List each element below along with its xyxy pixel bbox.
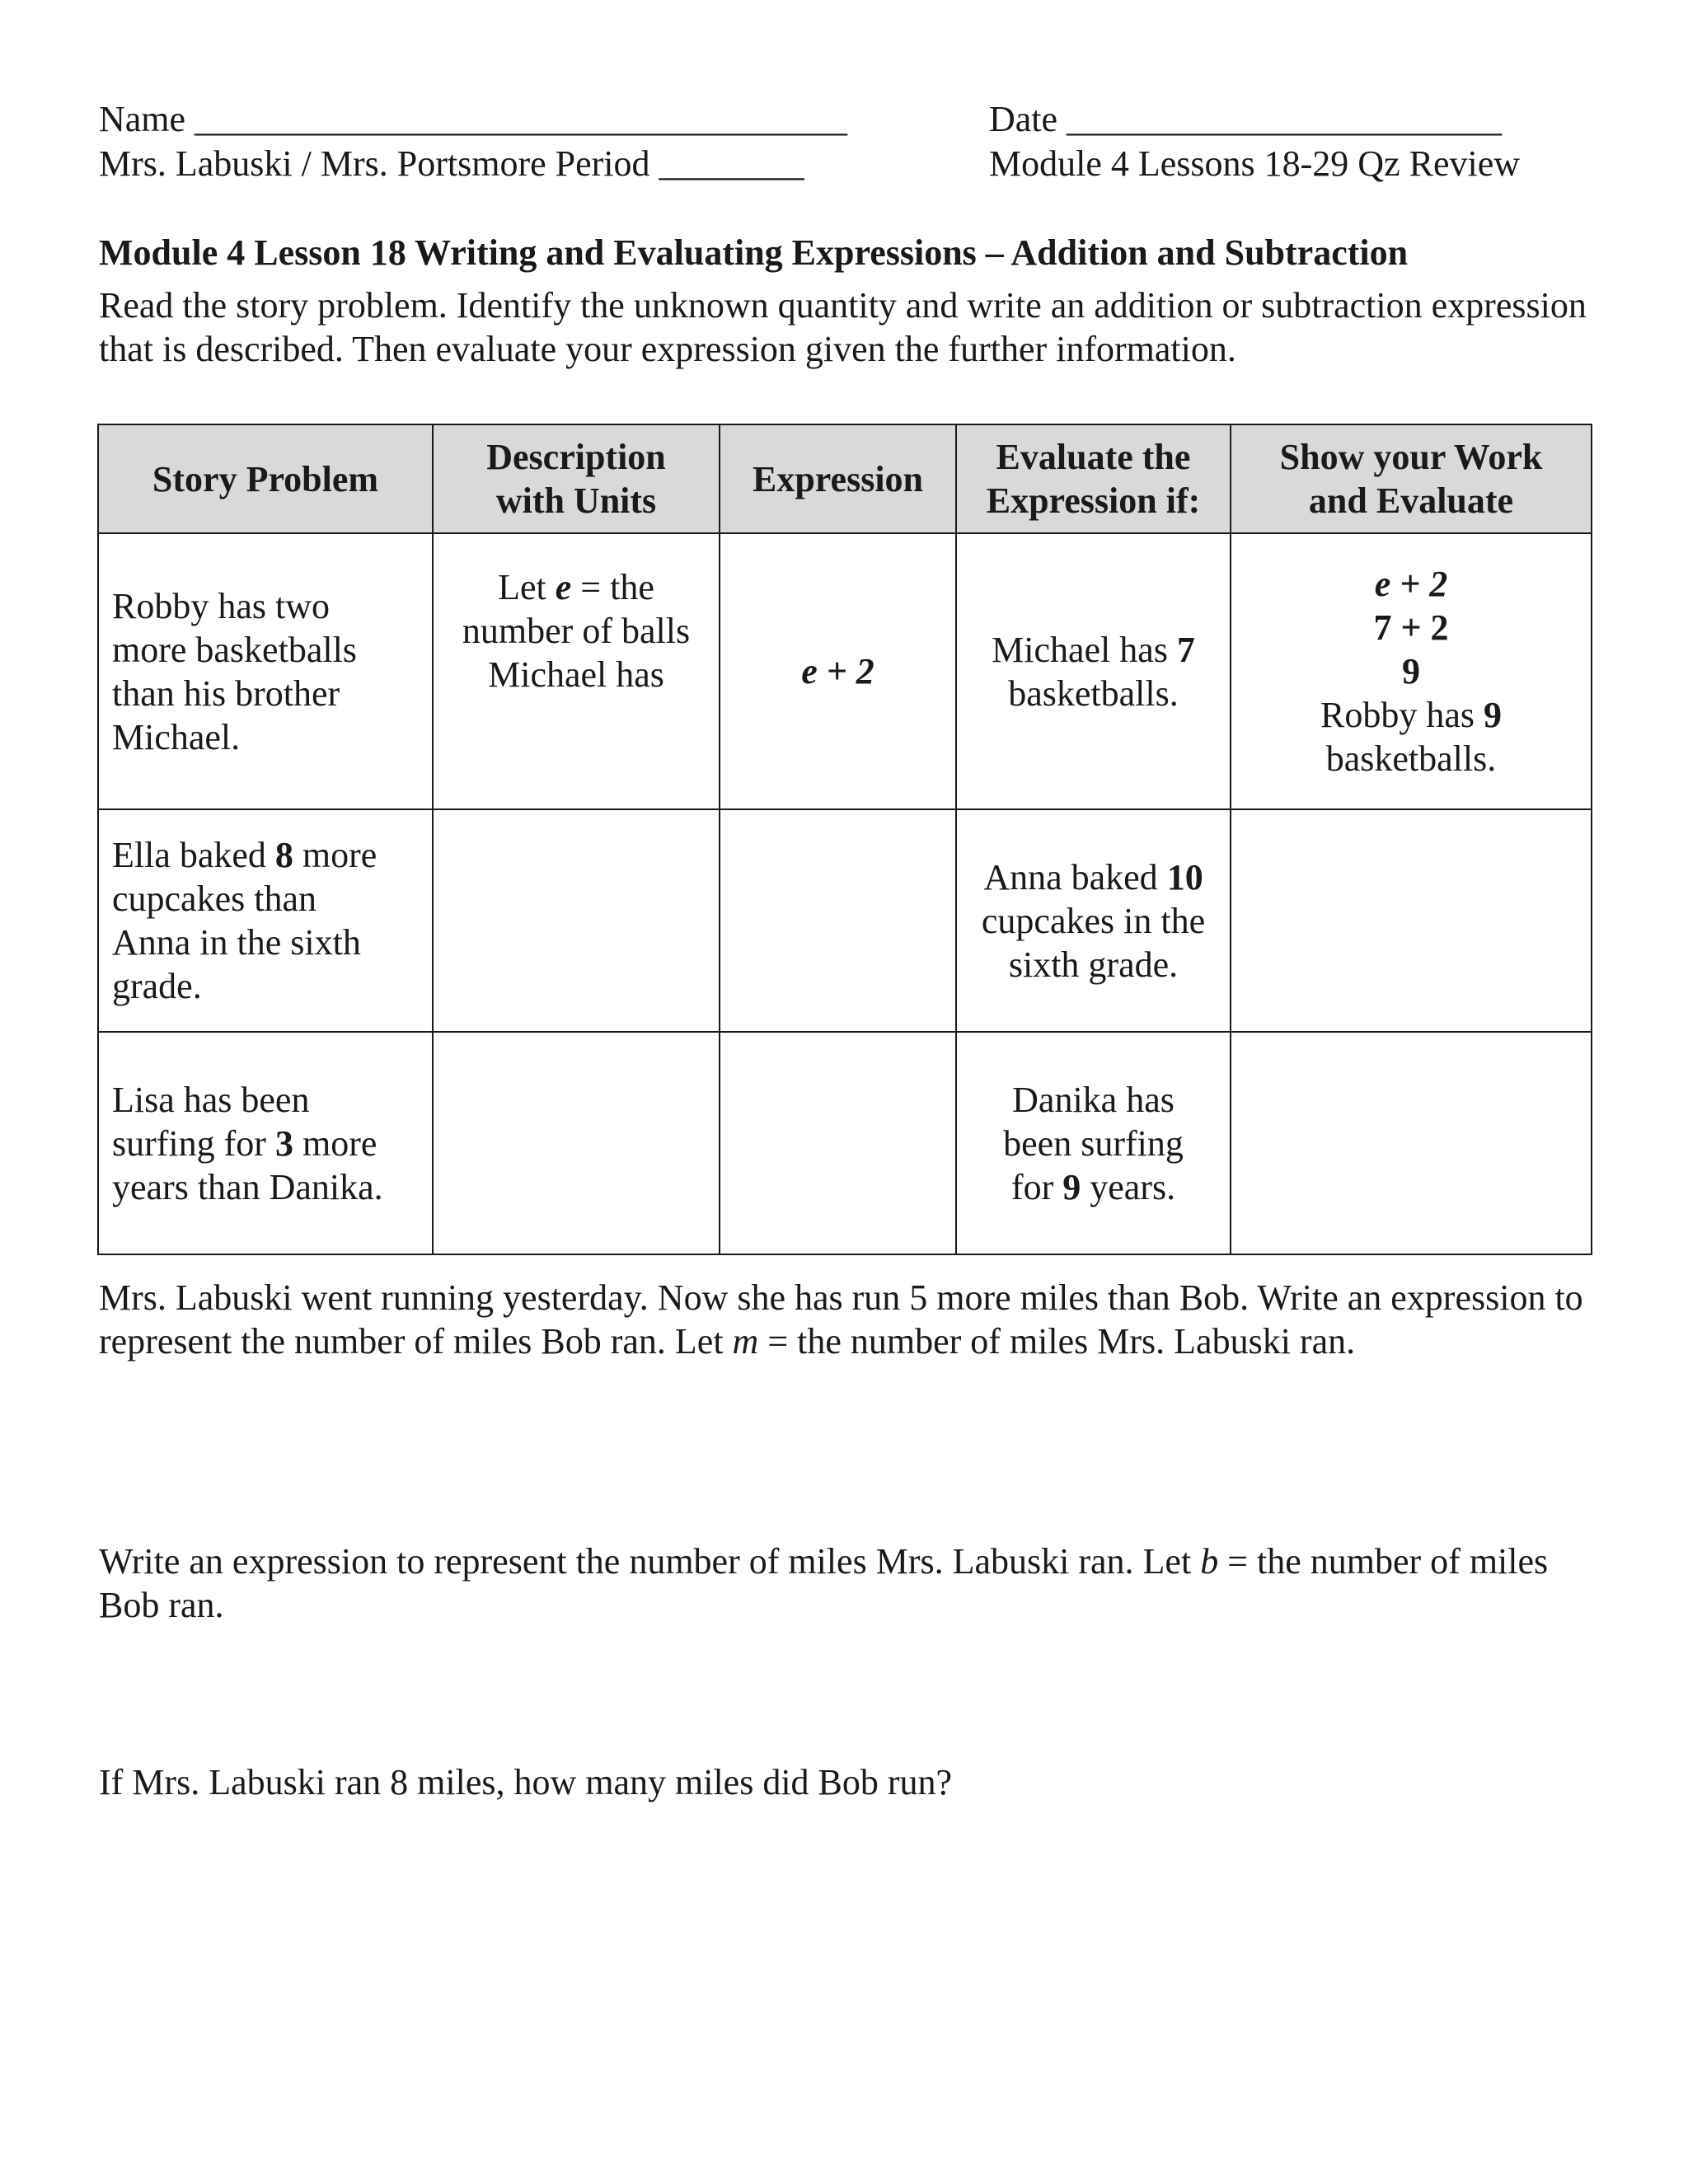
table-header-row <box>98 424 1592 533</box>
lesson-title: Module 4 Lesson 18 Writing and Evaluating Expressions – Addition and Subtraction <box>99 232 1409 273</box>
story-cell: Lisa has been surfing for 3 more years than Danika. <box>98 1032 433 1254</box>
evaluate-cell: Michael has 7 basketballs. <box>956 533 1231 809</box>
header-expression: Expression <box>720 424 956 533</box>
question-1: Mrs. Labuski went running yesterday. Now she has run 5 more miles than Bob. Write an expression to represent the number of miles Bob ran. Let m = the number of miles Mrs. Labuski ran. <box>99 1277 1583 1361</box>
header-evaluate: Evaluate the Expression if: <box>956 424 1231 533</box>
evaluate-cell: Danika has been surfing for 9 years. <box>956 1032 1231 1254</box>
expression-cell[interactable] <box>720 1032 956 1254</box>
evaluate-cell: Anna baked 10 cupcakes in the sixth grade. <box>956 809 1231 1032</box>
teacher-period-line[interactable]: Mrs. Labuski / Mrs. Portsmore Period ________ <box>99 143 804 184</box>
story-cell: Ella baked 8 more cupcakes than Anna in the sixth grade. <box>98 809 433 1032</box>
header-show-work: Show your Work and Evaluate <box>1231 424 1592 533</box>
story-cell: Robby has two more basketballs than his brother Michael. <box>98 533 433 809</box>
work-cell[interactable] <box>1231 1032 1592 1254</box>
description-cell[interactable] <box>433 1032 720 1254</box>
table-row <box>98 1032 1592 1254</box>
header-story-problem: Story Problem <box>98 424 433 533</box>
question-3: If Mrs. Labuski ran 8 miles, how many miles did Bob run? <box>99 1762 953 1802</box>
table-row <box>98 533 1592 809</box>
description-cell: Let e = the number of balls Michael has <box>433 533 720 809</box>
work-cell[interactable] <box>1231 809 1592 1032</box>
date-line[interactable]: Date ________________________ <box>989 99 1503 139</box>
question-2: Write an expression to represent the number of miles Mrs. Labuski ran. Let b = the number of miles Bob ran. <box>99 1541 1549 1625</box>
work-cell[interactable]: e + 2 7 + 2 9 Robby has 9 basketballs. <box>1231 533 1592 809</box>
module-title: Module 4 Lessons 18-29 Qz Review <box>989 143 1521 184</box>
description-cell[interactable] <box>433 809 720 1032</box>
worksheet-table <box>97 424 1592 1255</box>
expression-cell[interactable] <box>720 809 956 1032</box>
header-description: Description with Units <box>433 424 720 533</box>
expression-cell: e + 2 <box>720 533 956 809</box>
table-row <box>98 809 1592 1032</box>
instructions: Read the story problem. Identify the unknown quantity and write an addition or subtraction expression that is described. Then evaluate your expression given the further information. <box>99 285 1587 369</box>
name-line[interactable]: Name ____________________________________ <box>99 99 848 139</box>
